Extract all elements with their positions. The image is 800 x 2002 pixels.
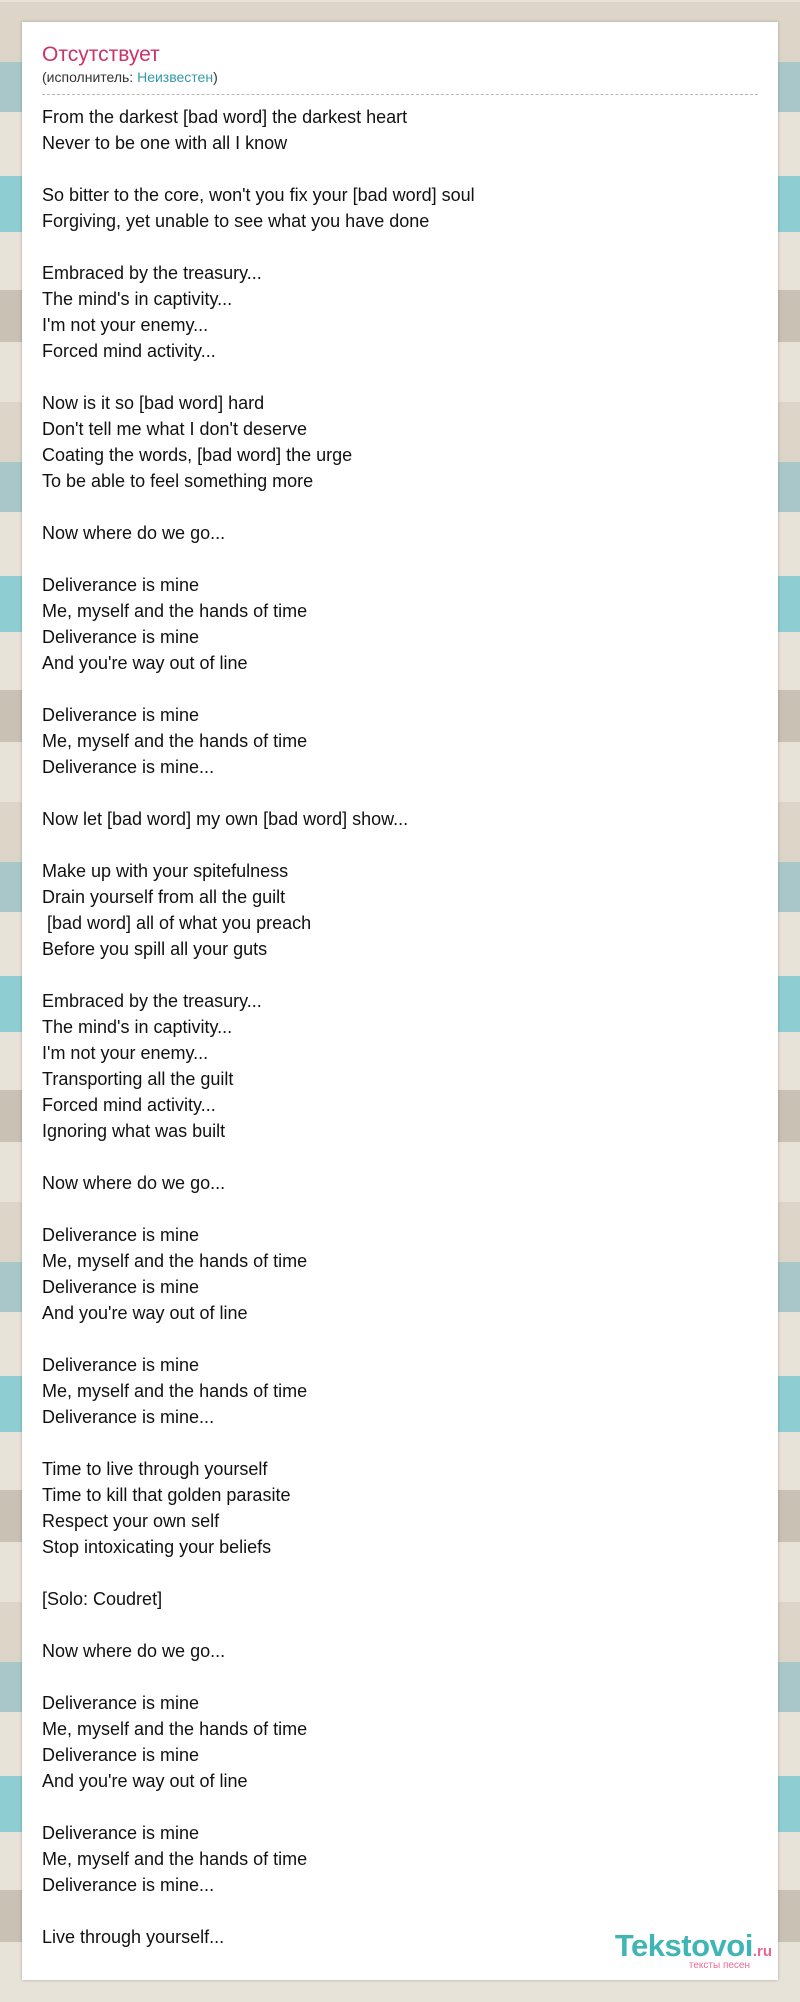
lyric-line	[42, 1664, 758, 1690]
lyric-line	[42, 1898, 758, 1924]
lyric-line: Make up with your spitefulness	[42, 861, 289, 881]
lyric-line	[42, 156, 758, 182]
lyric-line	[42, 1612, 758, 1638]
lyric-line: Deliverance is mine	[42, 1355, 200, 1375]
lyric-line: Deliverance is mine...	[42, 1875, 215, 1895]
lyric-line: Stop intoxicating your beliefs	[42, 1537, 272, 1557]
lyric-line: I'm not your enemy...	[42, 315, 209, 335]
lyric-line: Me, myself and the hands of time	[42, 731, 308, 751]
lyric-line: Time to live through yourself	[42, 1459, 268, 1479]
artist-link[interactable]: Неизвестен	[137, 69, 214, 85]
lyric-line: Drain yourself from all the guilt	[42, 887, 286, 907]
lyric-line: Live through yourself...	[42, 1927, 225, 1947]
song-title: Отсутствует	[42, 43, 160, 66]
lyric-line: So bitter to the core, won't you fix your [bad word] soul	[42, 185, 475, 205]
lyric-line: I'm not your enemy...	[42, 1043, 209, 1063]
lyric-line: Me, myself and the hands of time	[42, 601, 308, 621]
artist-prefix: (исполнитель:	[42, 69, 138, 85]
lyric-line	[42, 1560, 758, 1586]
lyrics-card	[22, 22, 778, 1980]
logo-tld-text: .ru	[752, 1943, 772, 1960]
lyric-line: Me, myself and the hands of time	[42, 1251, 308, 1271]
lyric-line: Now where do we go...	[42, 1173, 226, 1193]
lyric-line: Before you spill all your guts	[42, 939, 268, 959]
lyric-line: Time to kill that golden parasite	[42, 1485, 291, 1505]
lyric-line: Me, myself and the hands of time	[42, 1849, 308, 1869]
lyric-line	[42, 364, 758, 390]
lyric-line: Never to be one with all I know	[42, 133, 288, 153]
lyric-line: Forced mind activity...	[42, 341, 216, 361]
lyric-line: Deliverance is mine...	[42, 1407, 215, 1427]
lyric-line: Now where do we go...	[42, 1641, 226, 1661]
lyric-line	[42, 494, 758, 520]
lyric-line	[42, 234, 758, 260]
lyric-line: Respect your own self	[42, 1511, 220, 1531]
lyric-line: Deliverance is mine	[42, 1277, 200, 1297]
logo-main-text: Tekstovoi	[614, 1928, 753, 1963]
lyric-line	[42, 1196, 758, 1222]
logo-wordmark	[615, 1930, 772, 1962]
lyric-line: Me, myself and the hands of time	[42, 1381, 308, 1401]
lyric-line: Deliverance is mine	[42, 705, 200, 725]
lyric-line	[42, 832, 758, 858]
lyric-line: Deliverance is mine	[42, 1693, 200, 1713]
lyric-line: And you're way out of line	[42, 653, 248, 673]
lyric-line: Now is it so [bad word] hard	[42, 393, 265, 413]
song-header	[42, 42, 758, 95]
lyric-line: Embraced by the treasury...	[42, 991, 262, 1011]
lyric-line: [bad word] all of what you preach	[42, 913, 312, 933]
lyrics-text	[42, 104, 758, 1950]
artist-line	[42, 68, 758, 86]
lyric-line: The mind's in captivity...	[42, 289, 233, 309]
lyric-line: Ignoring what was built	[42, 1121, 226, 1141]
lyric-line: Deliverance is mine	[42, 1225, 200, 1245]
lyric-line	[42, 676, 758, 702]
lyric-line: Now where do we go...	[42, 523, 226, 543]
lyric-line	[42, 1144, 758, 1170]
lyric-line	[42, 1794, 758, 1820]
lyric-line: Now let [bad word] my own [bad word] show...	[42, 809, 409, 829]
lyric-line: The mind's in captivity...	[42, 1017, 233, 1037]
lyric-line	[42, 1430, 758, 1456]
lyric-line: Deliverance is mine	[42, 1823, 200, 1843]
lyric-line: Embraced by the treasury...	[42, 263, 262, 283]
lyric-line	[42, 546, 758, 572]
lyric-line: Coating the words, [bad word] the urge	[42, 445, 353, 465]
artist-suffix: )	[213, 69, 218, 85]
lyric-line: Me, myself and the hands of time	[42, 1719, 308, 1739]
lyric-line: From the darkest [bad word] the darkest heart	[42, 107, 408, 127]
lyric-line: Don't tell me what I don't deserve	[42, 419, 308, 439]
lyric-line: And you're way out of line	[42, 1771, 248, 1791]
lyric-line	[42, 1326, 758, 1352]
logo-tagline: тексты песен	[688, 1960, 750, 1971]
lyric-line: [Solo: Coudret]	[42, 1589, 163, 1609]
lyric-line: Deliverance is mine	[42, 627, 200, 647]
lyric-line: Forgiving, yet unable to see what you have done	[42, 211, 430, 231]
lyric-line: Deliverance is mine	[42, 1745, 200, 1765]
lyric-line: Deliverance is mine	[42, 575, 200, 595]
lyric-line: To be able to feel something more	[42, 471, 314, 491]
lyric-line: Deliverance is mine...	[42, 757, 215, 777]
site-logo[interactable]	[615, 1930, 772, 1972]
lyric-line	[42, 780, 758, 806]
lyric-line: And you're way out of line	[42, 1303, 248, 1323]
lyric-line: Transporting all the guilt	[42, 1069, 234, 1089]
lyric-line	[42, 962, 758, 988]
lyric-line: Forced mind activity...	[42, 1095, 216, 1115]
